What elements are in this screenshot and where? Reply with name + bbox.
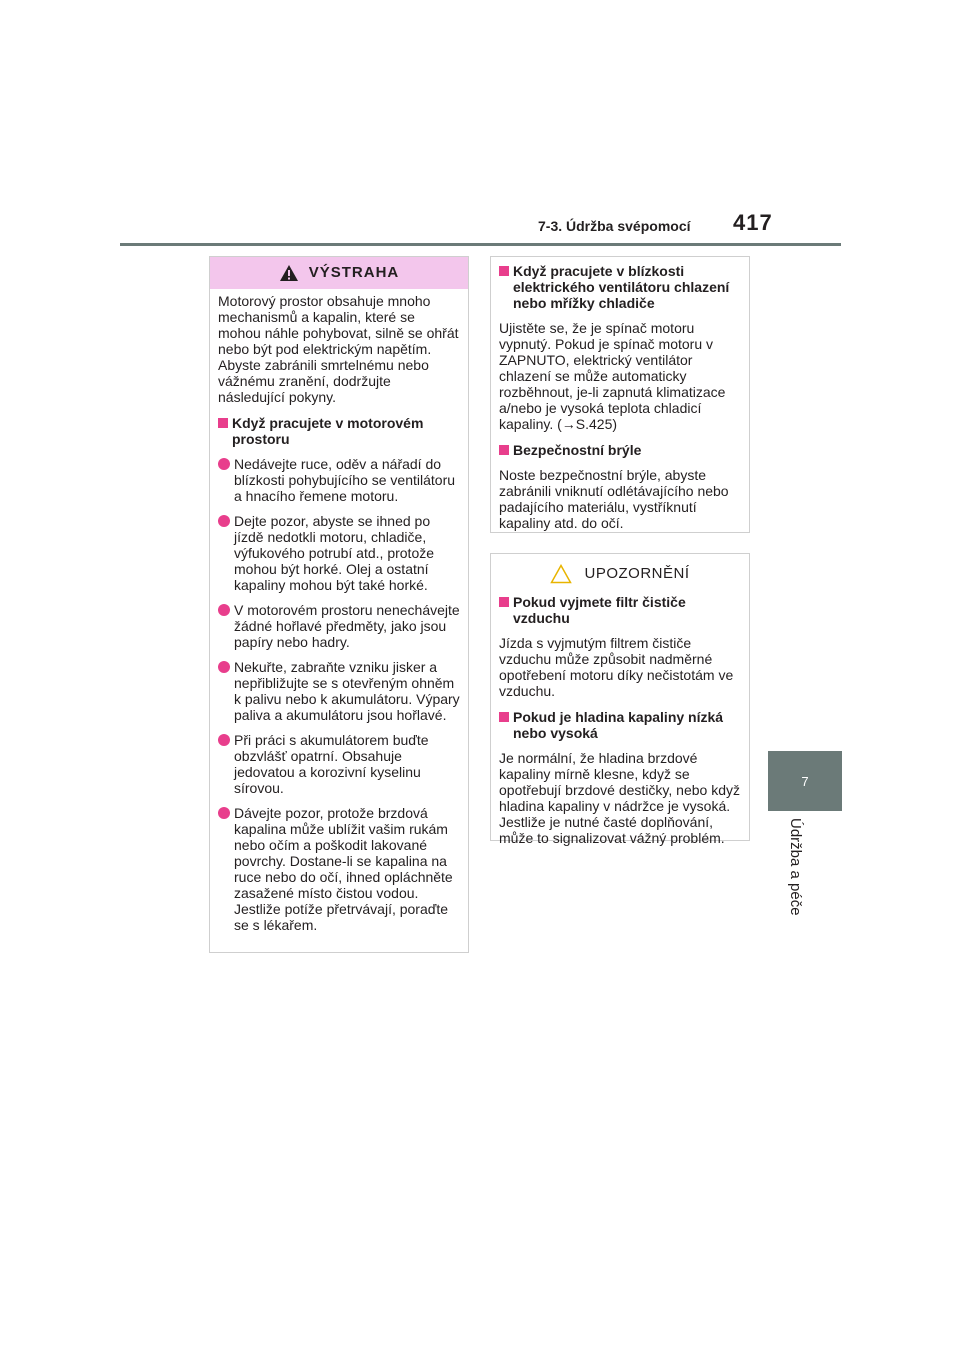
warning-triangle-icon	[279, 264, 299, 282]
section-heading-text: Bezpečnostní brýle	[513, 442, 642, 458]
section-text: Ujistěte se, že je spínač motoru vypnutý. Pokud je spínač motoru v ZAPNUTO, elektrický ventilátor chlazení se může automaticky rozběhnout, je-li zapnutá klimatizace a/nebo je vysoká teplota chladicí kapaliny. (→S.425)	[499, 320, 726, 432]
caution-header	[491, 558, 749, 590]
caution-triangle-icon	[550, 564, 572, 584]
warning-header	[210, 257, 468, 289]
warning-bullet-text: Dávejte pozor, protože brzdová kapalina může ublížit vašim rukám nebo očím a poškodit lakované povrchy. Dostane-li se kapalina na ruce nebo do očí, ihned opláchněte zasažené místo čistou vodou. Jestliže potíže přetrvávají, poraďte se s lékařem.	[234, 805, 453, 933]
warning-bullet-text: V motorovém prostoru nenechávejte žádné hořlavé předměty, jako jsou papíry nebo hadry.	[234, 602, 460, 650]
round-bullet-icon	[218, 661, 230, 673]
warning-title: VÝSTRAHA	[308, 264, 400, 281]
warning-heading	[218, 415, 460, 447]
chapter-tab	[768, 751, 842, 811]
warning-continued-box	[490, 256, 750, 533]
warning-bullet-text: Nekuřte, zabraňte vzniku jisker a nepřibližujte se s otevřeným ohněm k palivu nebo k akumulátoru. Výpary paliva a akumulátoru jsou hořlavé.	[234, 659, 460, 723]
section-text: Jízda s vyjmutým filtrem čističe vzduchu může způsobit nadměrné opotřebení motoru díky nečistotám ve vzduchu.	[499, 635, 734, 699]
square-bullet-icon	[499, 712, 509, 722]
warning-bullet	[218, 513, 460, 593]
section-heading-text: Pokud vyjmete filtr čističe vzduchu	[513, 594, 686, 626]
warning-bullet-text: Nedávejte ruce, oděv a nářadí do blízkosti pohybujícího se ventilátoru a hnacího řemene motoru.	[234, 456, 456, 504]
chapter-label: Údržba a péče	[787, 818, 804, 916]
round-bullet-icon	[218, 807, 230, 819]
warning-bullet-text: Dejte pozor, abyste se ihned po jízdě nedotkli motoru, chladiče, výfukového potrubí atd., protože mohou být horké. Olej a ostatní kapaliny mohou být také horké.	[234, 513, 435, 593]
square-bullet-icon	[218, 418, 228, 428]
section-heading-text: Pokud je hladina kapaliny nízká nebo vysoká	[513, 709, 724, 741]
warning-intro: Motorový prostor obsahuje mnoho mechanismů a kapalin, které se mohou náhle pohybovat, silně se ohřát nebo být pod elektrickým napětím. Abyste zabránili smrtelnému nebo vážnému zranění, dodržujte následující pokyny.	[218, 293, 459, 405]
caution-title: UPOZORNĚNÍ	[584, 565, 690, 582]
warning-bullet	[218, 732, 460, 796]
round-bullet-icon	[218, 734, 230, 746]
section-heading	[499, 263, 741, 311]
round-bullet-icon	[218, 604, 230, 616]
warning-bullet	[218, 456, 460, 504]
caution-box	[490, 553, 750, 846]
section-heading	[499, 442, 741, 458]
header-divider	[120, 243, 841, 246]
square-bullet-icon	[499, 445, 509, 455]
section-text: Je normální, že hladina brzdové kapaliny mírně klesne, když se opotřebují brzdové destičky, nebo když hladina kapaliny v nádržce je vysoká. Jestliže je nutné časté doplňování, může to signalizovat vážný problém.	[499, 750, 740, 846]
warning-bullet	[218, 805, 460, 933]
warning-heading-text: Když pracujete v motorovém prostoru	[232, 415, 424, 447]
round-bullet-icon	[218, 515, 230, 527]
chapter-number: 7	[801, 773, 809, 789]
square-bullet-icon	[499, 266, 509, 276]
round-bullet-icon	[218, 458, 230, 470]
section-heading	[499, 709, 741, 741]
section-title: 7-3. Údržba svépomocí	[538, 218, 691, 234]
section-heading	[499, 594, 741, 626]
warning-bullet-text: Při práci s akumulátorem buďte obzvlášť opatrní. Obsahuje jedovatou a korozivní kyselinu sírovou.	[234, 732, 429, 796]
square-bullet-icon	[499, 597, 509, 607]
warning-bullet	[218, 602, 460, 650]
section-heading-text: Když pracujete v blízkosti elektrického ventilátoru chlazení nebo mřížky chladiče	[513, 263, 730, 311]
page-number: 417	[733, 210, 773, 235]
warning-box	[209, 256, 469, 953]
warning-bullet	[218, 659, 460, 723]
section-text: Noste bezpečnostní brýle, abyste zabránili vniknutí odlétávajícího nebo padajícího materiálu, vystříknutí kapaliny atd. do očí.	[499, 467, 729, 531]
